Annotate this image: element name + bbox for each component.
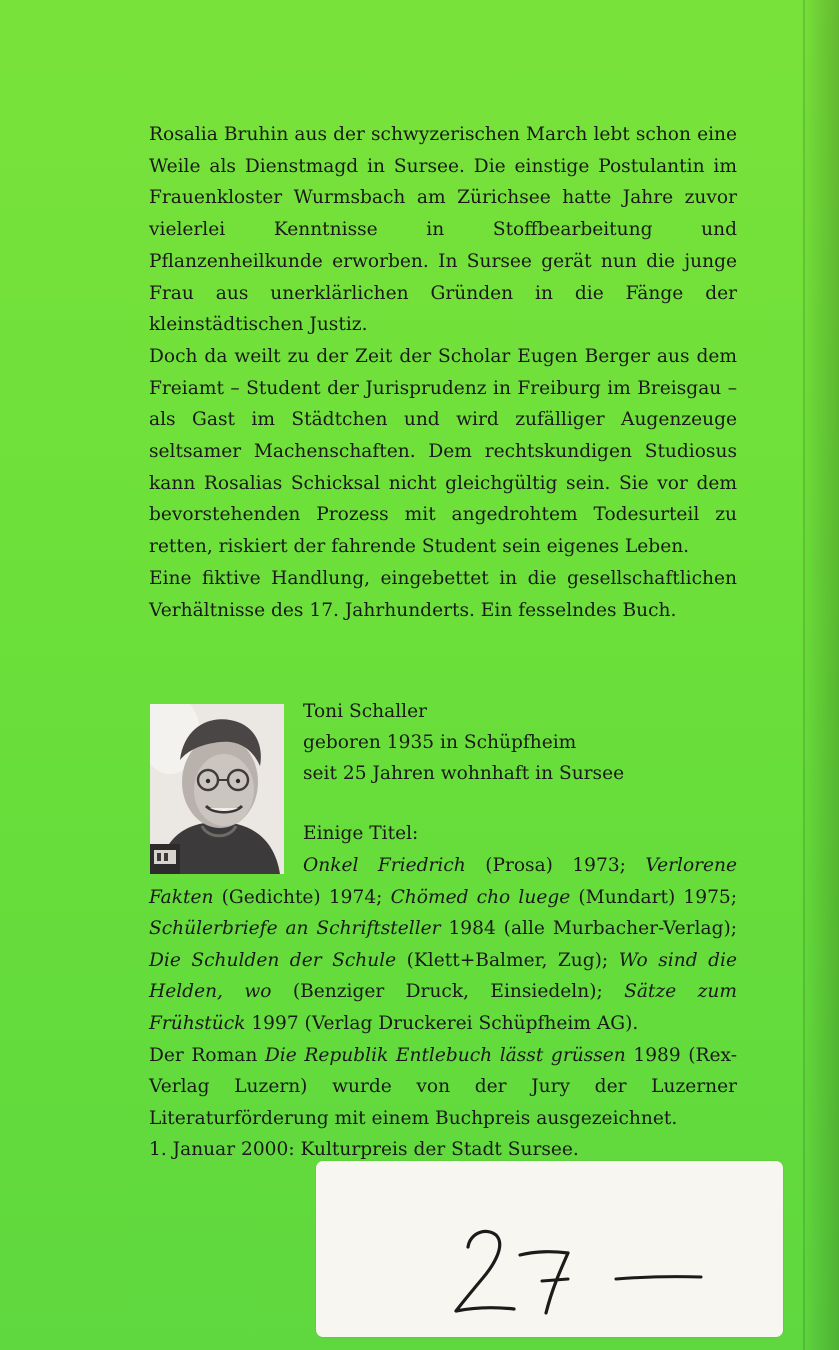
titles-heading: Einige Titel: [303,823,419,844]
bibliography-text-run: 1984 (alle Murbacher-Verlag); [440,918,737,940]
award-paragraph [149,1040,737,1135]
book-title: Chömed cho luege [390,886,571,908]
prize-line: 1. Januar 2000: Kulturpreis der Stadt Sursee. [149,1139,579,1161]
author-born: geboren 1935 in Schüpfheim [303,732,577,753]
bibliography-text-run: (Klett+Balmer, Zug); [396,949,619,971]
synopsis-paragraph: Rosalia Bruhin aus der schwyzerischen March lebt schon eine Weile als Dienstmagd in Sursee. Die einstige Postulantin im Frauenkloster Wurmsbach am Zürichsee hatte Jahre zuvor vielerlei Kenntnisse in Stoffbearbeitung und Pflanzenheilkunde erworben. In Sursee gerät nun die junge Frau aus unerklärlichen Gründen in die Fänge der kleinstädtischen Justiz. [149,124,737,336]
synopsis-text [149,119,737,626]
book-spine-fold [803,0,805,1350]
book-title: Sätze zum Frühstück [149,981,737,1034]
book-title: Onkel Friedrich [303,855,466,876]
award-text-run: Der Roman [149,1044,265,1066]
bibliography-text-run: (Gedichte) 1974; [213,886,391,908]
synopsis-paragraph: Doch da weilt zu der Zeit der Scholar Eugen Berger aus dem Freiamt – Student der Jurisprudenz in Freiburg im Breisgau – als Gast im Städtchen und wird zufälliger Augenzeuge seltsamer Machenschaften. Dem rechtskundigen Studiosus kann Rosalias Schicksal nicht gleichgültig sein. Sie vor dem bevorstehenden Prozess mit angedrohtem Todesurteil zu retten, riskiert der fahrende Student sein eigenes Leben. [149,345,737,558]
book-spine-edge [801,0,839,1350]
book-title: Wo sind die Helden, wo [149,949,737,1003]
book-title: Verlorene Fakten [149,855,738,908]
book-title: Schülerbriefe an Schriftsteller [149,918,441,940]
award-text-run: 1989 (Rex-Verlag Luzern) wurde von der Jury der Luzerner Literaturförderung mit einem Buchpreis ausgezeichnet. [149,1044,737,1129]
handwritten-price [316,1161,783,1337]
author-residence: seit 25 Jahren wohnhaft in Sursee [303,763,625,784]
price-sticker [316,1161,783,1337]
author-info [303,696,743,789]
bibliography-text-run: (Benziger Druck, Einsiedeln); [271,981,625,1003]
bibliography-paragraph [149,850,737,1040]
author-name: Toni Schaller [303,701,427,722]
author-photo [150,704,284,874]
bibliography-text-run: 1997 (Verlag Druckerei Schüpfheim AG). [245,1012,639,1034]
bibliography-text-run: (Mundart) 1975; [570,886,737,908]
bibliography-text [149,850,737,1166]
bibliography-text-run: (Prosa) 1973; [465,855,646,876]
book-title: Die Republik Entlebuch lässt grüssen [264,1044,626,1066]
synopsis-paragraph: Eine fiktive Handlung, eingebettet in die gesellschaftlichen Verhältnisse des 17. Jahrhunderts. Ein fesselndes Buch. [149,567,737,621]
book-title: Die Schulden der Schule [149,949,397,971]
